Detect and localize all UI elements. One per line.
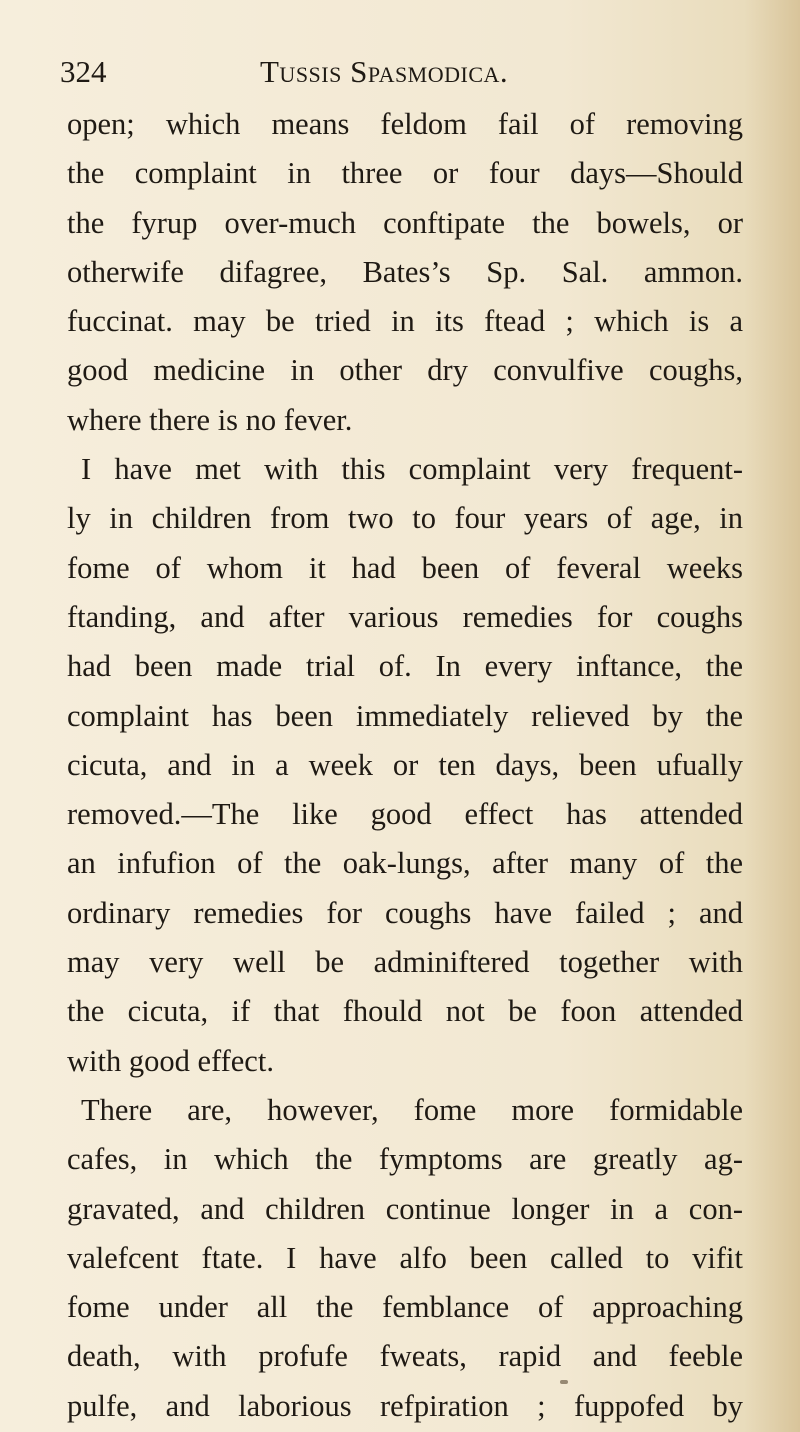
text-line: with good effect. (67, 1043, 274, 1078)
text-line: the cicuta, if that fhould not be foon attended (67, 994, 743, 1029)
text-line: death, with profufe fweats, rapid and feeble (67, 1339, 743, 1374)
text-line: cicuta, and in a week or ten days, been ufually (67, 747, 743, 782)
text-line: gravated, and children continue longer in a con- (67, 1191, 743, 1226)
text-line: may very well be adminiftered together with (67, 945, 743, 980)
page-header (60, 54, 740, 94)
text-line: ordinary remedies for coughs have failed ; and (67, 895, 743, 930)
body-text (67, 100, 743, 1431)
text-line: fuccinat. may be tried in its ftead ; which is a (67, 304, 743, 339)
text-line: an infufion of the oak-lungs, after many of the (67, 846, 743, 881)
text-line: pulfe, and laborious refpiration ; fuppofed by (67, 1388, 743, 1423)
text-line: fome of whom it had been of feveral weeks (67, 550, 743, 585)
text-line: complaint has been immediately relieved by the (67, 698, 743, 733)
running-title: Tussis Spasmodica. (260, 54, 509, 89)
text-line: had been made trial of. In every inftance, the (67, 649, 743, 684)
text-line: cafes, in which the fymptoms are greatly ag- (67, 1142, 743, 1177)
text-line: where there is no fever. (67, 402, 353, 437)
text-line: the complaint in three or four days—Should (67, 156, 743, 191)
text-line: There are, however, fome more formidable (81, 1092, 743, 1127)
ink-smudge (560, 1380, 568, 1384)
text-line: ftanding, and after various remedies for coughs (67, 599, 743, 634)
text-line: the fyrup over-much conftipate the bowels, or (67, 205, 743, 240)
text-line: valefcent ftate. I have alfo been called to vifit (67, 1240, 743, 1275)
page-number: 324 (60, 54, 107, 89)
text-line: otherwife difagree, Bates’s Sp. Sal. ammon. (67, 254, 743, 289)
text-line: I have met with this complaint very frequent- (81, 452, 743, 487)
text-line: removed.—The like good effect has attended (67, 797, 743, 832)
text-line: fome under all the femblance of approaching (67, 1290, 743, 1325)
text-line: ly in children from two to four years of age, in (67, 501, 743, 536)
text-line: good medicine in other dry convulfive coughs, (67, 353, 743, 388)
text-line: open; which means feldom fail of removing (67, 107, 743, 141)
